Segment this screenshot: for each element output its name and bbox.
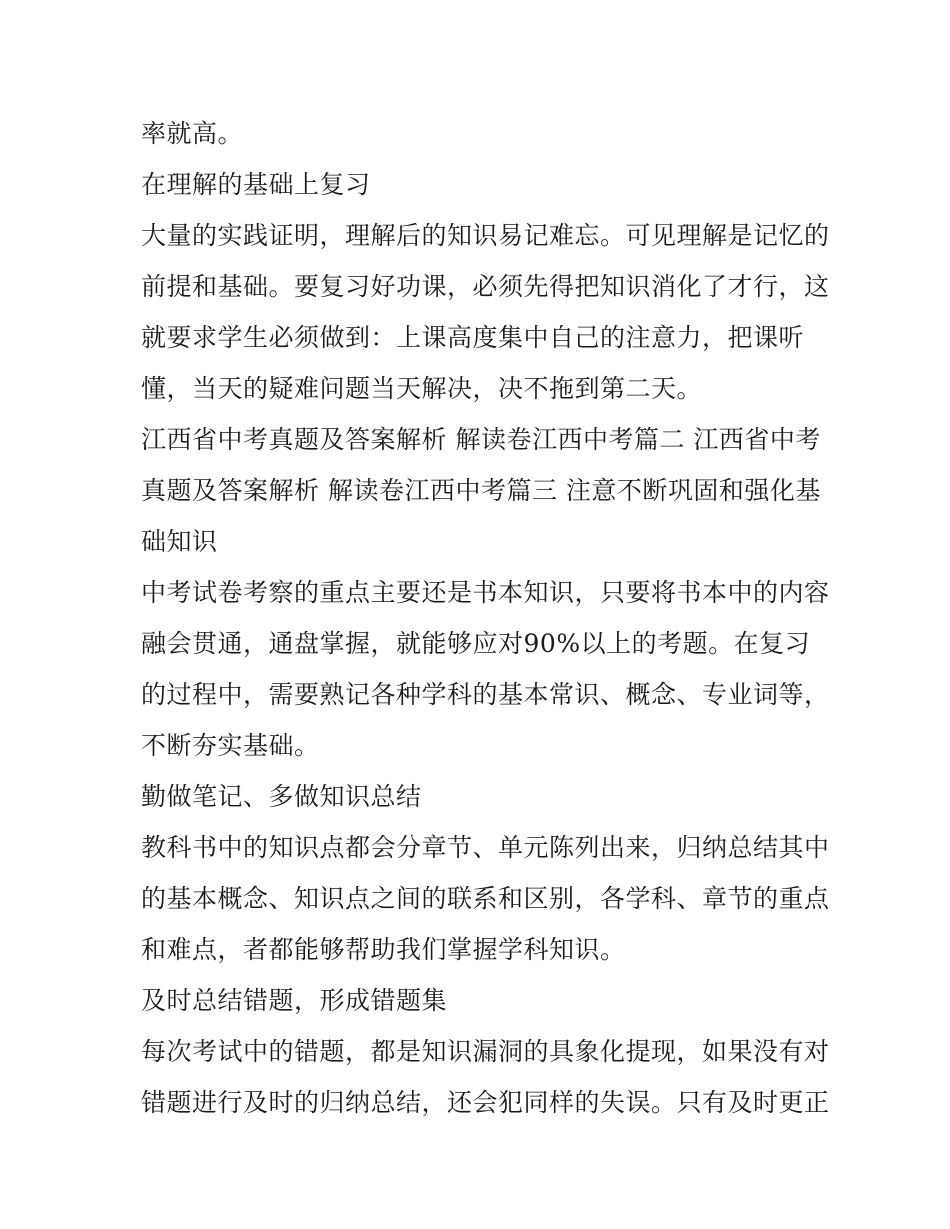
text-line: 融会贯通，通盘掌握，就能够应对90%以上的考题。在复习 [141,629,811,658]
section-heading: 勤做笔记、多做知识总结 [141,782,422,811]
section-heading: 及时总结错题，形成错题集 [141,986,448,1015]
text-line: 和难点，者都能够帮助我们掌握学科知识。 [141,935,626,964]
text-line: 础知识 [141,527,218,556]
text-line: 就要求学生必须做到：上课高度集中自己的注意力，把课听 [141,323,805,352]
text-line: 真题及答案解析 解读卷江西中考篇三 注意不断巩固和强化基 [141,476,821,505]
text-line: 错题进行及时的归纳总结，还会犯同样的失误。只有及时更正 [141,1088,830,1117]
text-line: 的基本概念、知识点之间的联系和区别，各学科、章节的重点 [141,884,830,913]
text-line: 每次考试中的错题，都是知识漏洞的具象化提现，如果没有对 [141,1037,830,1066]
text-line: 率就高。 [141,119,244,148]
text-line: 不断夯实基础。 [141,731,320,760]
text-line: 前提和基础。要复习好功课，必须先得把知识消化了才行，这 [141,272,830,301]
text-line: 的过程中，需要熟记各种学科的基本常识、概念、专业词等， [141,680,830,709]
text-line: 懂，当天的疑难问题当天解决，决不拖到第二天。 [141,374,703,403]
text-line: 教科书中的知识点都会分章节、单元陈列出来，归纳总结其中 [141,833,830,862]
text-line: 大量的实践证明，理解后的知识易记难忘。可见理解是记忆的 [141,221,830,250]
section-heading: 在理解的基础上复习 [141,170,371,199]
document-body [141,108,830,1128]
text-line: 江西省中考真题及答案解析 解读卷江西中考篇二 江西省中考 [141,425,821,454]
text-line: 中考试卷考察的重点主要还是书本知识，只要将书本中的内容 [141,578,830,607]
